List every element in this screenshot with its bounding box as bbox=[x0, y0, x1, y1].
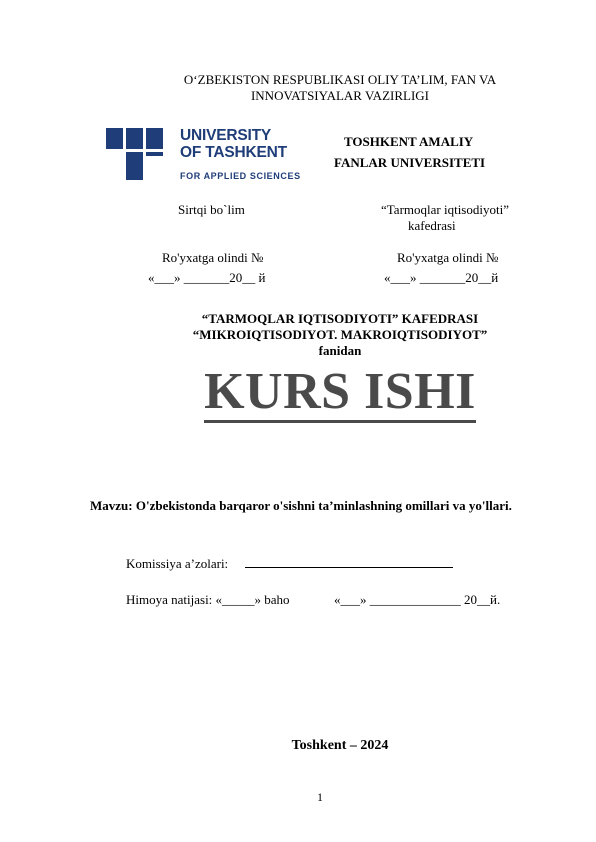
logo-word-of-tashkent: OF TASHKENT bbox=[180, 144, 287, 161]
university-logo bbox=[106, 127, 301, 180]
department-heading bbox=[120, 311, 560, 359]
topic: Mavzu: O'zbekistonda barqaror o'sishni ta’minlashning omillari va yo'llari. bbox=[90, 498, 512, 513]
logo-word-university: UNIVERSITY bbox=[180, 127, 272, 144]
commission-blank-line bbox=[245, 566, 453, 568]
left-registered: Ro'yxatga olindi № bbox=[162, 250, 264, 265]
logo-block-4 bbox=[126, 152, 143, 180]
defense-date: «___» ______________ 20__й. bbox=[334, 592, 501, 607]
logo-block-2 bbox=[126, 128, 143, 149]
right-date-line: «___» _______20__й bbox=[384, 270, 499, 285]
logo-block-1 bbox=[106, 128, 123, 149]
ministry-line-2: INNOVATSIYALAR VAZIRLIGI bbox=[250, 88, 430, 103]
commission-label: Komissiya a’zolari: bbox=[126, 556, 229, 571]
page-number: 1 bbox=[317, 790, 323, 804]
logo-block-3 bbox=[146, 128, 163, 149]
left-unit: Sirtqi bo`lim bbox=[178, 202, 245, 217]
university-name-line-2: FANLAR UNIVERSITETI bbox=[334, 155, 486, 170]
commission-row bbox=[126, 556, 453, 572]
defense-label: Himoya natijasi: «_____» baho bbox=[126, 592, 290, 607]
logo-subtitle: FOR APPLIED SCIENCES bbox=[180, 171, 301, 179]
right-unit-line-2: kafedrasi bbox=[408, 218, 456, 233]
right-registered: Ro'yxatga olindi № bbox=[397, 250, 499, 265]
university-name-line-1: TOSHKENT AMALIY bbox=[344, 134, 474, 149]
ministry-line-1: O‘ZBEKISTON RESPUBLIKASI OLIY TA’LIM, FAN VA bbox=[183, 72, 497, 87]
department-line-1: “TARMOQLAR IQTISODIYOTI” KAFEDRASI bbox=[201, 311, 479, 326]
document-title bbox=[100, 362, 580, 421]
ministry-header bbox=[120, 72, 560, 104]
department-line-2: “MIKROIQTISODIYOT. MAKROIQTISODIYOT” bbox=[192, 327, 488, 342]
right-unit-line-1: “Tarmoqlar iqtisodiyoti” bbox=[381, 202, 509, 217]
department-line-3: fanidan bbox=[318, 343, 362, 358]
city-year: Toshkent – 2024 bbox=[291, 738, 389, 753]
left-date-line: «___» _______20__ й bbox=[148, 270, 266, 285]
document-title-text: KURS ISHI bbox=[204, 363, 476, 423]
logo-block-5 bbox=[146, 152, 163, 156]
